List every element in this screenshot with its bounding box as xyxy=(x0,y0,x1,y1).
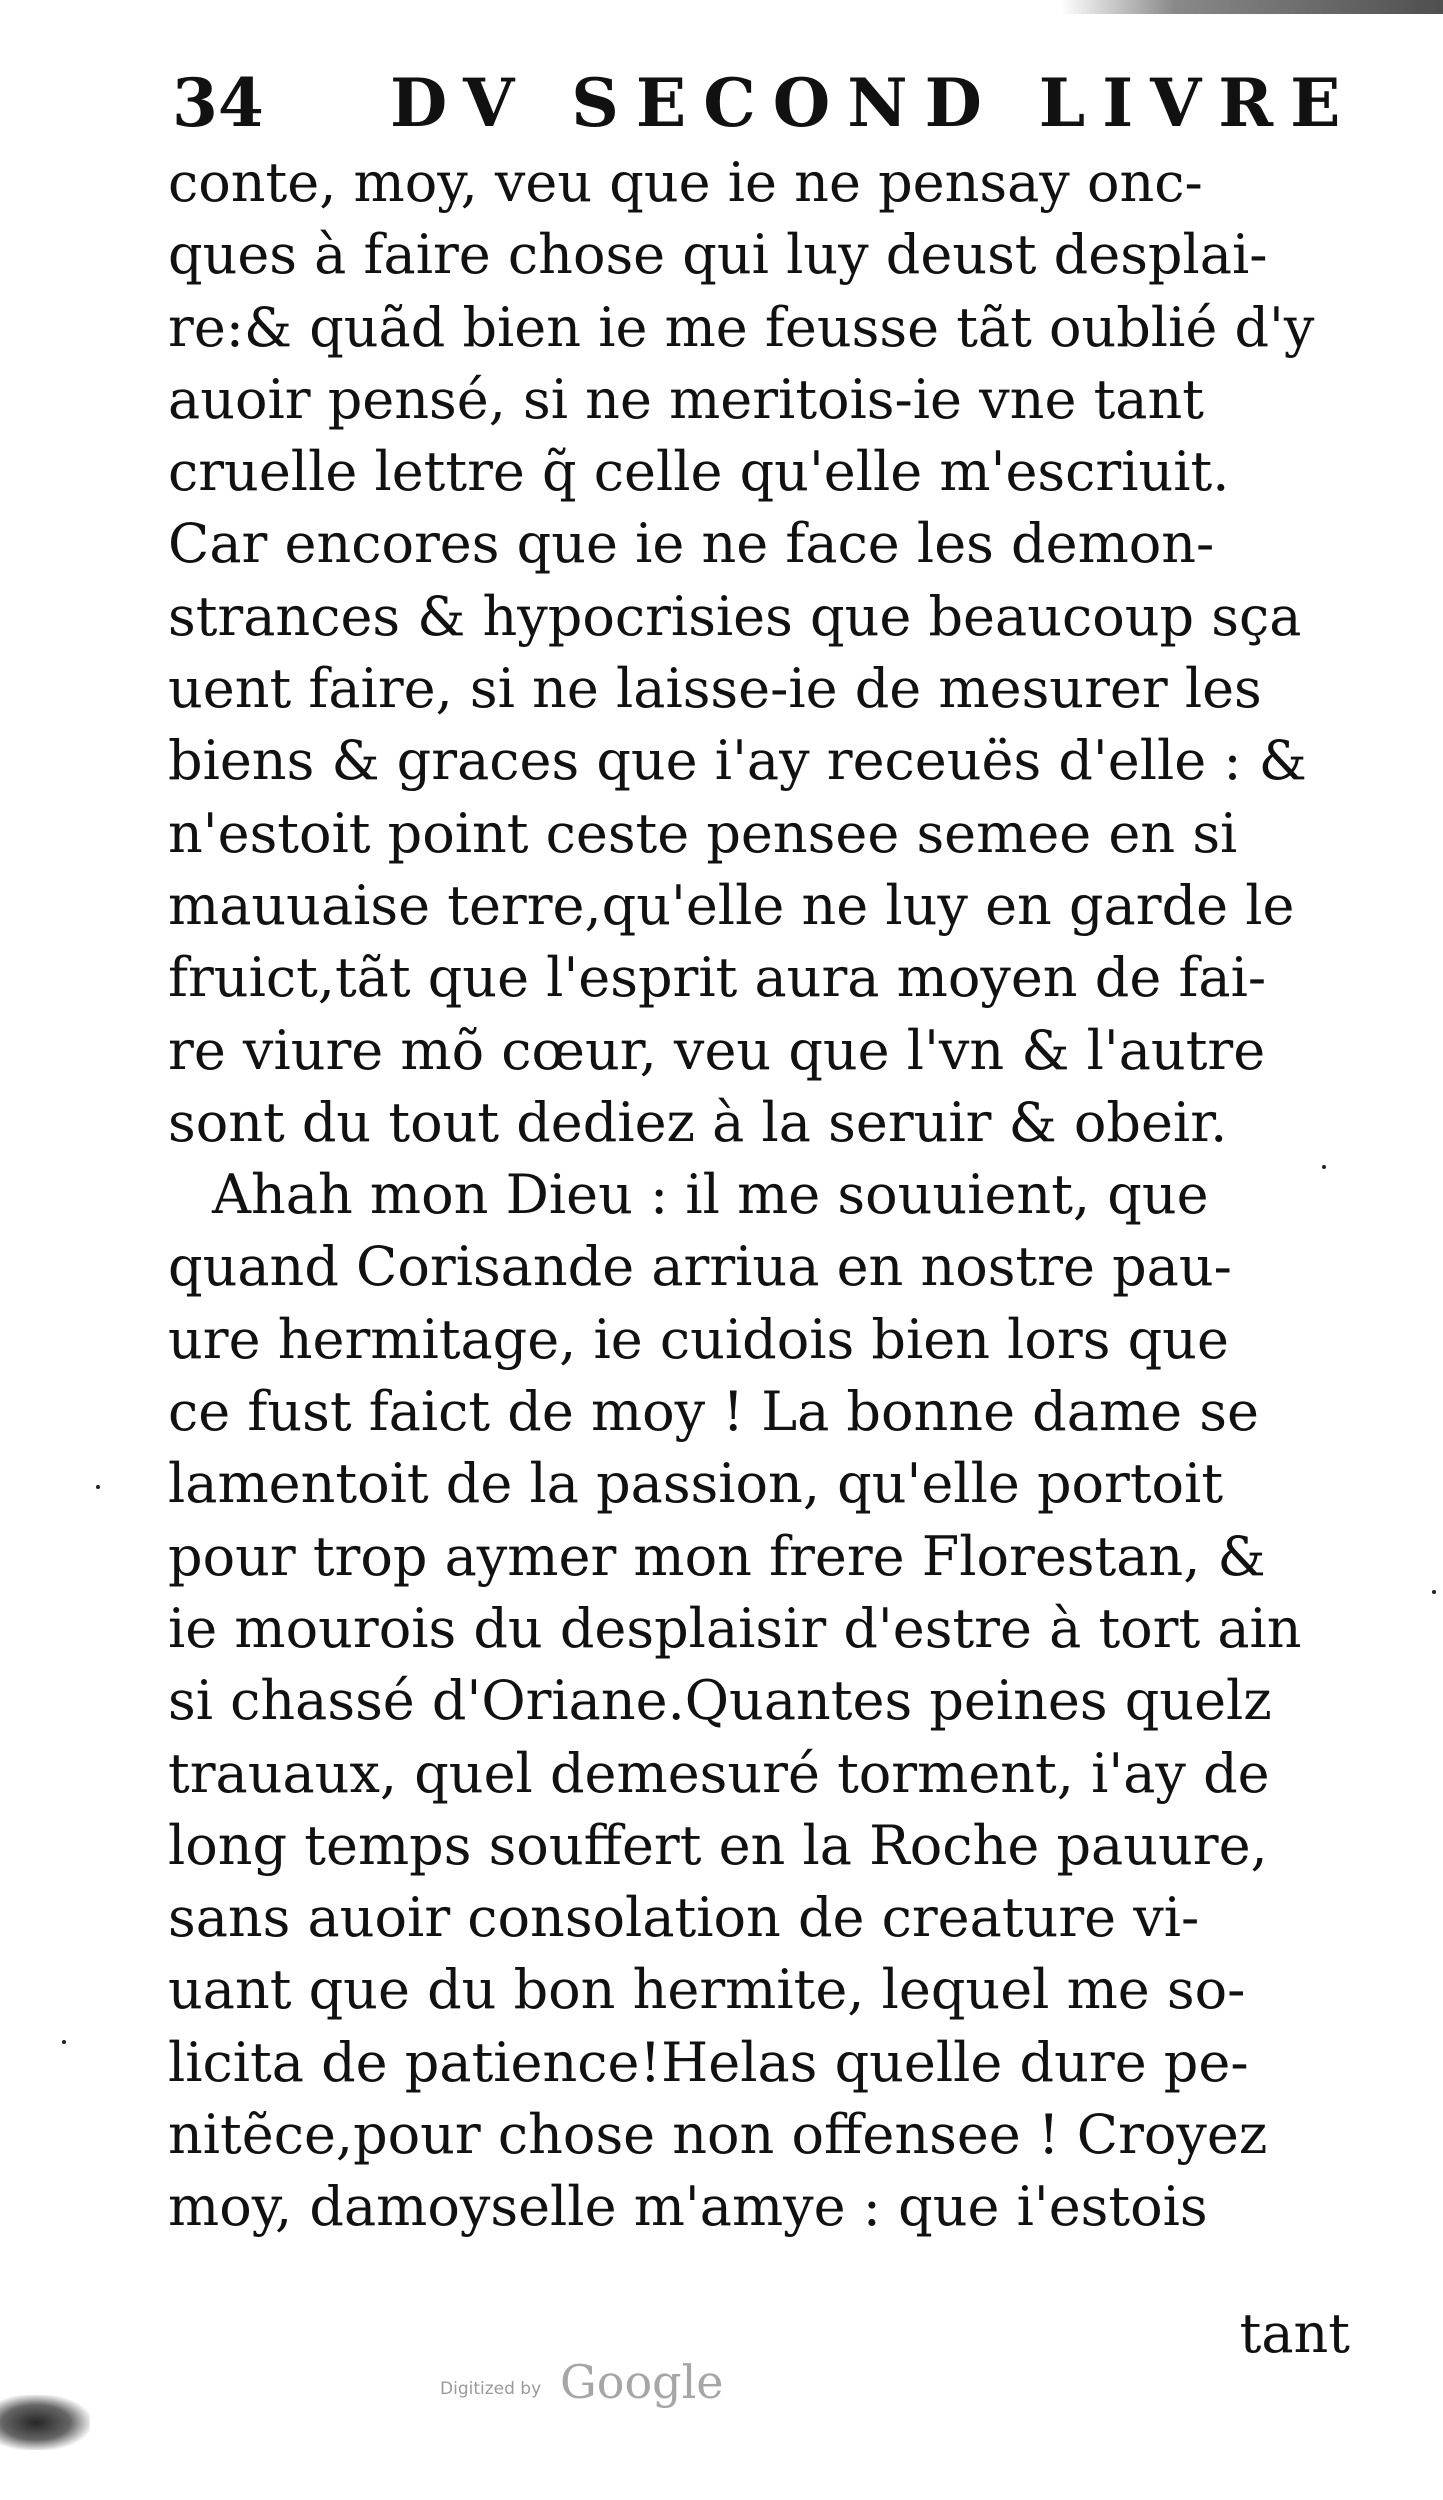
watermark-prefix: Digitized by xyxy=(440,2379,542,2399)
text-line: sans auoir consolation de creature vi- xyxy=(168,1886,1200,1950)
text-line: ques à faire chose qui luy deust desplai- xyxy=(168,223,1268,287)
text-line: quand Corisande arriua en nostre pau- xyxy=(168,1235,1232,1299)
text-line: nitẽce,pour chose non offensee ! Croyez xyxy=(168,2103,1268,2167)
scan-edge-smudge xyxy=(1060,0,1443,14)
catchword: tant xyxy=(1239,2302,1350,2365)
ink-speck xyxy=(1322,1165,1326,1169)
scan-corner-smudge xyxy=(0,2395,90,2450)
text-line: n'estoit point ceste pensee semee en si xyxy=(168,801,1238,865)
text-block xyxy=(168,147,1354,2244)
text-line: licita de patience!Helas quelle dure pe- xyxy=(168,2030,1249,2094)
ink-speck xyxy=(96,1485,100,1489)
text-line: uent faire, si ne laisse-ie de mesurer les xyxy=(168,657,1262,721)
text-line: strances & hypocrisies que beaucoup sça xyxy=(168,584,1302,648)
text-line: moy, damoyselle m'amye : que i'estois xyxy=(168,2175,1208,2239)
text-line: ure hermitage, ie cuidois bien lors que xyxy=(168,1307,1229,1371)
page-number: 34 xyxy=(172,64,264,142)
text-line: si chassé d'Oriane.Quantes peines quelz xyxy=(168,1669,1272,1733)
text-line: long temps souffert en la Roche pauure, xyxy=(168,1813,1268,1877)
digitized-watermark xyxy=(440,2355,760,2415)
text-line: mauuaise terre,qu'elle ne luy en garde le xyxy=(168,873,1295,937)
text-line: re:& quãd bien ie me feusse tãt oublié d'y xyxy=(168,295,1315,359)
running-head xyxy=(172,58,1358,148)
text-line: re viure mõ cœur, veu que l'vn & l'autre xyxy=(168,1018,1266,1082)
text-line: uant que du bon hermite, lequel me so- xyxy=(168,1958,1246,2022)
text-line: trauaux, quel demesuré torment, i'ay de xyxy=(168,1741,1270,1805)
text-line: sont du tout dediez à la seruir & obeir. xyxy=(168,1090,1228,1154)
text-line: lamentoit de la passion, qu'elle portoit xyxy=(168,1452,1224,1516)
text-line: ie mourois du desplaisir d'estre à tort ain xyxy=(168,1596,1302,1660)
text-line: pour trop aymer mon frere Florestan, & xyxy=(168,1524,1266,1588)
text-line: biens & graces que i'ay receuës d'elle : & xyxy=(168,729,1307,793)
running-title: DV SECOND LIVRE xyxy=(390,64,1358,142)
ink-speck xyxy=(62,2040,66,2044)
text-line: fruict,tãt que l'esprit aura moyen de fai- xyxy=(168,946,1267,1010)
text-line: conte, moy, veu que ie ne pensay onc- xyxy=(168,151,1203,214)
ink-speck xyxy=(1432,1590,1436,1594)
text-line: cruelle lettre q̃ celle qu'elle m'escriuit. xyxy=(168,440,1230,504)
text-line: Car encores que ie ne face les demon- xyxy=(168,512,1215,576)
text-line: ce fust faict de moy ! La bonne dame se xyxy=(168,1380,1259,1444)
text-line: auoir pensé, si ne meritois-ie vne tant xyxy=(168,367,1204,431)
paragraph-start-line: Ahah mon Dieu : il me souuient, que xyxy=(212,1163,1209,1227)
google-logo: Google xyxy=(560,2355,724,2409)
